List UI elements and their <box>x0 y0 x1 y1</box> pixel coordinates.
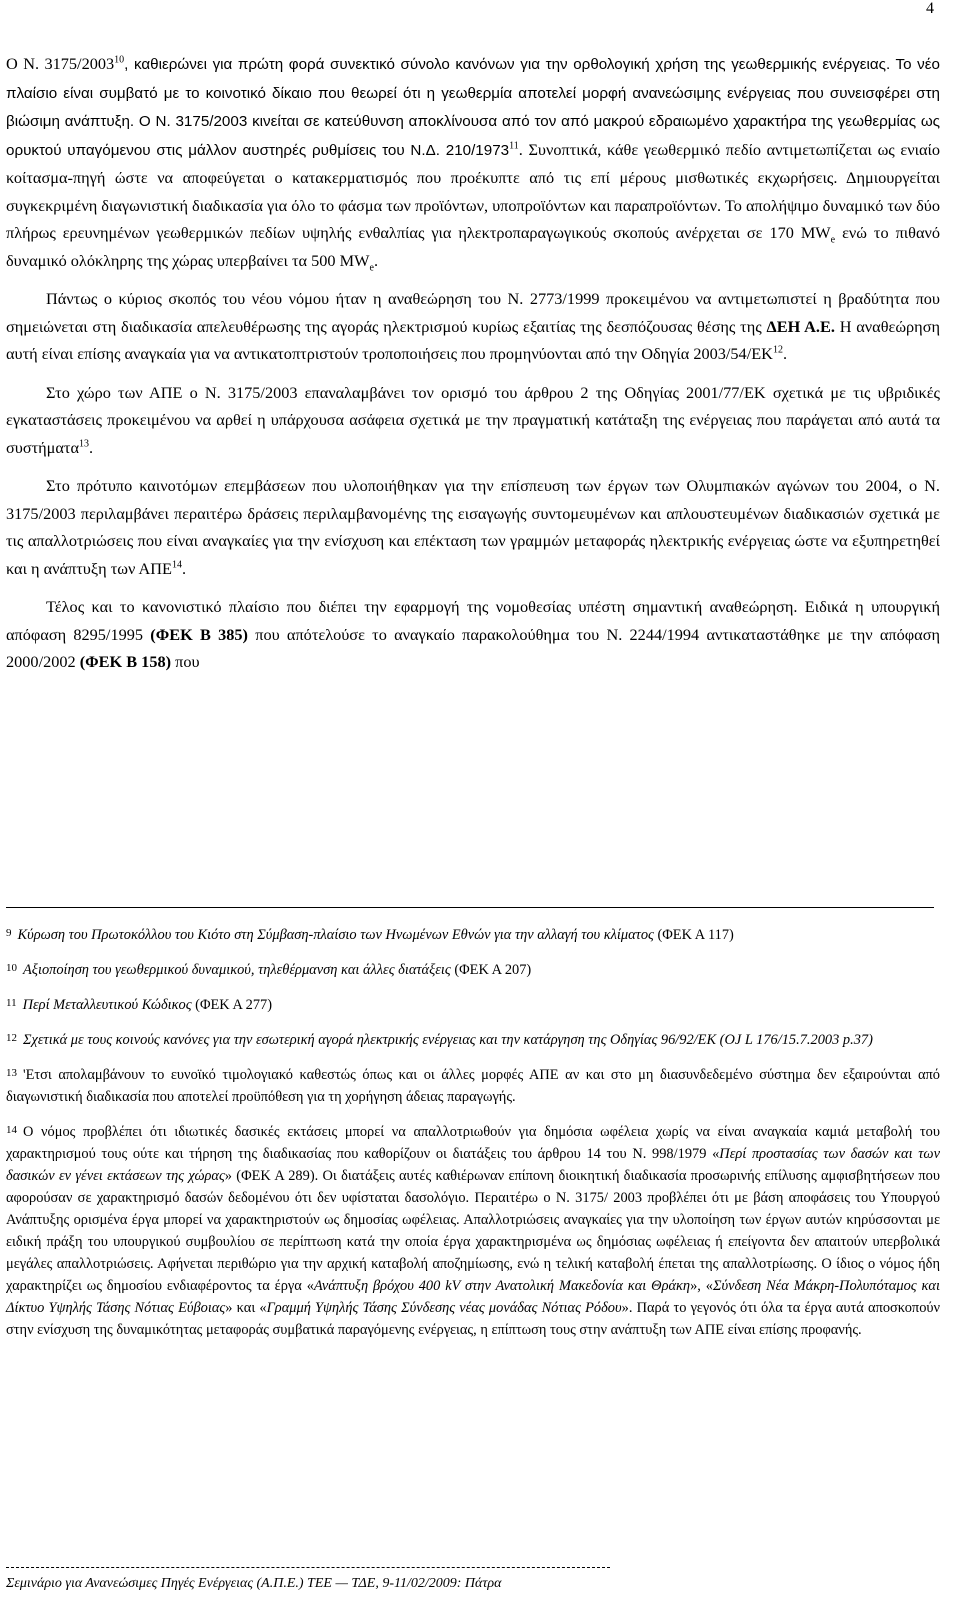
paragraph-3: Στο χώρο των ΑΠΕ ο Ν. 3175/2003 επαναλαμβάνει τον ορισμό του άρθρου 2 της Οδηγίας 2001/77/ΕΚ σχετικά με τις υβριδικές εγκαταστάσεις προκειμένου να αρθεί η υπάρχουσα ασάφεια σχετικά με την πραγματική κατάταξη της ενέργειας που παράγεται από αυτά τα συστήματα$^{13}$. <box>6 382 940 457</box>
footnote-9: $^9$ Κύρωση του Πρωτοκόλλου του Κιότο στη Σύμβαση-πλαίσιο των Ηνωμένων Εθνών για την αλλαγή του κλίματος (ΦΕΚ Α 117) <box>6 927 734 943</box>
paragraph-5: Τέλος και το κανονιστικό πλαίσιο που διέπει την εφαρμογή της νομοθεσίας υπέστη σημαντική αναθεώρηση. Ειδικά η υπουργική απόφαση 8295/1995 (ΦΕΚ Β 385) που απότελούσε το αναγκαίο παρακολούθημα του Ν. 2244/1994 αντικαταστάθηκε με την απόφαση 2000/2002 (ΦΕΚ Β 158) που <box>6 597 941 671</box>
paragraph-1: Ο Ν. 3175/2003$^{10}$, καθιερώνει για πρώτη φορά συνεκτικό σύνολο κανόνων για την ορθολογική χρήση της γεωθερμικής ενέργειας. Το νέο πλαίσιο είναι συμβατό με το κοινοτικό δίκαιο που θεωρεί ότι η γεωθερμία αποτελεί μορφή ανανεώσιμης ενέργειας που συνεισφέρει στη βιώσιμη ανάπτυξη. Ο Ν. 3175/2003 κινείται σε κατεύθυνση αποκλίνουσα από τον από μακρού εδραιωμένο χαρακτήρα της γεωθερμίας ως ορυκτού υπαγόμενου στις μάλλον αυστηρές ρυθμίσεις του Ν.Δ. 210/1973$^{11}$. Συνοπτικά, κάθε γεωθερμικό πεδίο αντιμετωπίζεται ως ενιαίο κοίτασμα-πηγή ώστε να αποφεύγεται ο κατακερματισμός που προέκυπτε από τις επί μέρους μισθωτικές εκχωρήσεις. Δημιουργείται συγκεκριμένη διαγωνιστική διαδικασία για όλο το φάσμα των προϊόντων, υποπροϊόντων και παραπροϊόντων. Το απολήψιμο δυναμικό των δύο πλήρως ερευνημένων γεωθερμικών πεδίων υψηλής ενθαλπίας για ηλεκτροπαραγωγικούς σκοπούς ανέρχεται σε 170 $MW_e$ ενώ το πιθανό δυναμικό ολόκληρης της χώρας υπερβαίνει τα 500 $MW_e$. <box>6 54 940 273</box>
footnote-ref-13: 13 <box>79 438 90 450</box>
footnote-ref-11: 11 <box>509 140 519 152</box>
footnote-10: $^{10}$ Αξιοποίηση του γεωθερμικού δυναμικού, τηλεθέρμανση και άλλες διατάξεις (ΦΕΚ Α 207) <box>6 962 532 978</box>
footnote-12: $^{12}$ Σχετικά με τους κοινούς κανόνες για την εσωτερική αγορά ηλεκτρικής ενέργειας και την κατάργηση της Οδηγίας 96/92/ΕΚ (OJ L 176/15.7.2003 p.37) <box>6 1032 873 1048</box>
main-text <box>6 50 940 687</box>
paragraph-4: Στο πρότυπο καινοτόμων επεμβάσεων που υλοποιήθηκαν για την επίσπευση των έργων των Ολυμπιακών αγώνων του 2004, ο Ν. 3175/2003 περιλαμβάνει περαιτέρω δράσεις περιλαμβανομένης της εισαγωγής συντομευμένων και απλουστευμένων διαδικασιών σχετικά με τις απαλλοτριώσεις που είναι αναγκαίες για την ενίσχυση και επέκταση των γραμμών μεταφοράς ηλεκτρικής ενέργειας ώστε να εξυπηρετηθεί και η ανάπτυξη των ΑΠΕ$^{14}$. <box>6 476 940 578</box>
footnotes <box>6 922 940 1352</box>
footnote-separator <box>6 907 934 908</box>
footnote-ref-12: 12 <box>772 344 783 356</box>
footnote-13: $^{13}$ 'Ετσι απολαμβάνουν το ευνοϊκό τιμολογιακό καθεστώς όπως και οι άλλες μορφές ΑΠΕ αν και στο μη διασυνδεδεμένο σύστημα δεν εξαιρούνται από διαγωνιστική διαδικασία που αποτελεί προϋπόθεση για τη χορήγηση άδειας παραγωγής. <box>6 1067 940 1105</box>
footnote-ref-10: 10 <box>114 54 125 66</box>
footnote-14: $^{14}$ Ο νόμος προβλέπει ότι ιδιωτικές δασικές εκτάσεις μπορεί να απαλλοτριωθούν για δημόσια ωφέλεια χωρίς να είναι αναγκαία καμιά μεταβολή του χαρακτηρισμού τους ούτε και τήρηση της διαδικασίας που καθορίζουν οι διατάξεις του άρθρου 14 του Ν. 998/1979 «Περί προστασίας των δασών και των δασικών εν γένει εκτάσεων της χώρας» (ΦΕΚ Α 289). Οι διατάξεις αυτές καθιέρωναν επίπονη διοικητική διαδικασία προσωρινής επίλυσης αμφισβητήσεων που αφορούσαν σε χαρακτηρισμό δασών δεδομένου ότι δεν υφίσταται δασολόγιο. Περαιτέρω ο Ν. 3175/ 2003 προβλέπει ότι με βάση αποφάσεις του Υπουργού Ανάπτυξης ορισμένα έργα μπορεί να χαρακτηριστούν ως δημοσίας ωφέλειας. Απαλλοτριώσεις αναγκαίες για την υλοποίηση των έργων αυτών κηρύσσονται με ειδική πράξη του υπουργικού συμβουλίου σε περίπτωση κατά την οποία έργα χαρακτηρισμένα ως δημόσιας ωφέλειας ή επείγοντα δεν απαιτούν υπερβολικά μεγάλες απαλλοτριώσεις. Αφήνεται περιθώριο για την αρχική καταβολή αποζημίωσης, ενώ η τελική καταβολή έπεται της απαλλοτρίωσης. Ο ίδιος ο νόμος ήδη χαρακτηρίζει ως δημοσίου ενδιαφέροντος τα έργα «Ανάπτυξη βρόχου 400 kV στην Ανατολική Μακεδονία και Θράκη», «Σύνδεση Νέα Μάκρη-Πολυπόταμος και Δίκτυο Υψηλής Τάσης Νότιας Εύβοιας» και «Γραμμή Υψηλής Τάσης Σύνδεσης νέας μονάδας Νότιας Ρόδου». Παρά το γεγονός ότι όλα τα έργα αυτά αποσκοπούν στην ενίσχυση της δυναμικότητας μεταφοράς συμβατικά παραγόμενης ενέργειας, η επίπτωση τους στην ανάπτυξη των ΑΠΕ είναι επίσης προφανής. <box>6 1124 941 1338</box>
page-number: 4 <box>926 0 934 17</box>
footer-dashed-rule <box>6 1567 610 1568</box>
page-footer: Σεμινάριο για Ανανεώσιμες Πηγές Ενέργειας (Α.Π.Ε.) ΤΕΕ — ΤΔΕ, 9-11/02/2009: Πάτρα <box>6 1576 502 1591</box>
footnote-ref-14: 14 <box>171 559 182 571</box>
paragraph-2: Πάντως ο κύριος σκοπός του νέου νόμου ήταν η αναθεώρηση του Ν. 2773/1999 προκειμένου να αντιμετωπιστεί η βραδύτητα που σημειώνεται στη διαδικασία απελευθέρωσης της αγοράς ηλεκτρισμού κυρίως εξαιτίας της δεσπόζουσας θέσης της ΔΕΗ Α.Ε. Η αναθεώρηση αυτή είναι επίσης αναγκαία για να αντικατοπτριστούν τροποποιήσεις που προμηνύονται από την Οδηγία 2003/54/ΕΚ$^{12}$. <box>6 289 940 363</box>
footnote-11: $^{11}$ Περί Μεταλλευτικού Κώδικος (ΦΕΚ Α 277) <box>6 997 273 1013</box>
